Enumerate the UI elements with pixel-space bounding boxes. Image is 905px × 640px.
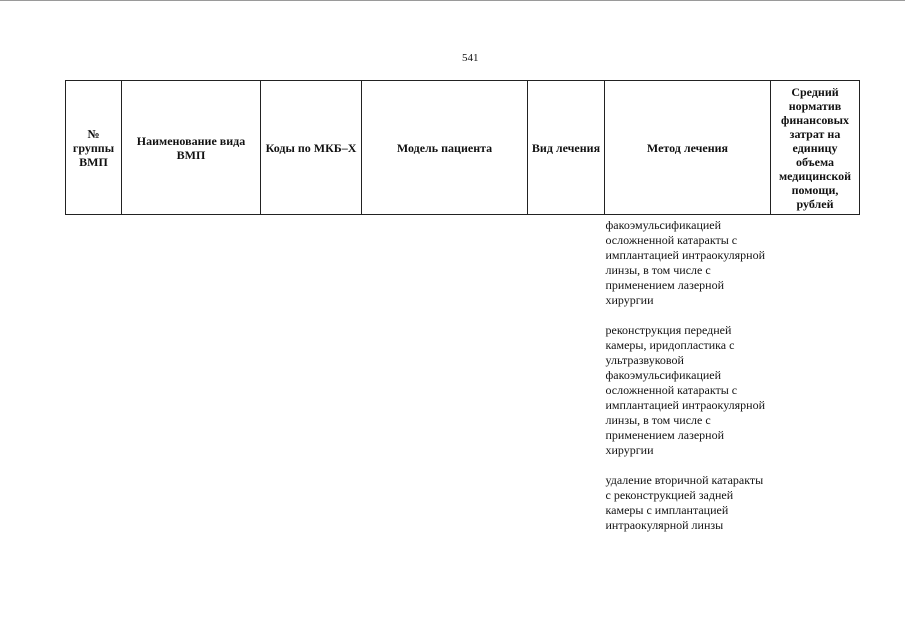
cell-treatment-type bbox=[528, 215, 605, 534]
header-average-cost: Средний норматив финансовых затрат на единицу объема медицинской помощи, рублей bbox=[771, 81, 860, 215]
page-number: 541 bbox=[462, 52, 479, 64]
cell-average-cost bbox=[771, 215, 860, 534]
table-row bbox=[66, 215, 860, 534]
table-header-row bbox=[66, 81, 860, 215]
cell-group-number bbox=[66, 215, 122, 534]
method-item: реконструкция передней камеры, иридопластика с ультразвуковой факоэмульсификацией осложненной катаракты с имплантацией интраокулярной линзы, в том числе с применением лазерной хирургии bbox=[605, 323, 766, 457]
header-group-number: № группы ВМП bbox=[66, 81, 122, 215]
method-item: удаление вторичной катаракты с реконструкцией задней камеры с имплантацией интраокулярной линзы bbox=[605, 473, 764, 532]
header-patient-model: Модель пациента bbox=[362, 81, 528, 215]
header-icd-codes: Коды по МКБ–Х bbox=[261, 81, 362, 215]
header-vmp-name: Наименование вида ВМП bbox=[122, 81, 261, 215]
header-treatment-type: Вид лечения bbox=[528, 81, 605, 215]
header-treatment-method: Метод лечения bbox=[605, 81, 771, 215]
cell-icd-codes bbox=[261, 215, 362, 534]
method-item: факоэмульсификацией осложненной катаракты с имплантацией интраокулярной линзы, в том числе с применением лазерной хирургии bbox=[605, 218, 766, 307]
cell-patient-model bbox=[362, 215, 528, 534]
page-top-edge bbox=[0, 0, 905, 1]
cell-treatment-method bbox=[605, 215, 771, 534]
cell-vmp-name bbox=[122, 215, 261, 534]
vmp-table bbox=[65, 80, 860, 533]
